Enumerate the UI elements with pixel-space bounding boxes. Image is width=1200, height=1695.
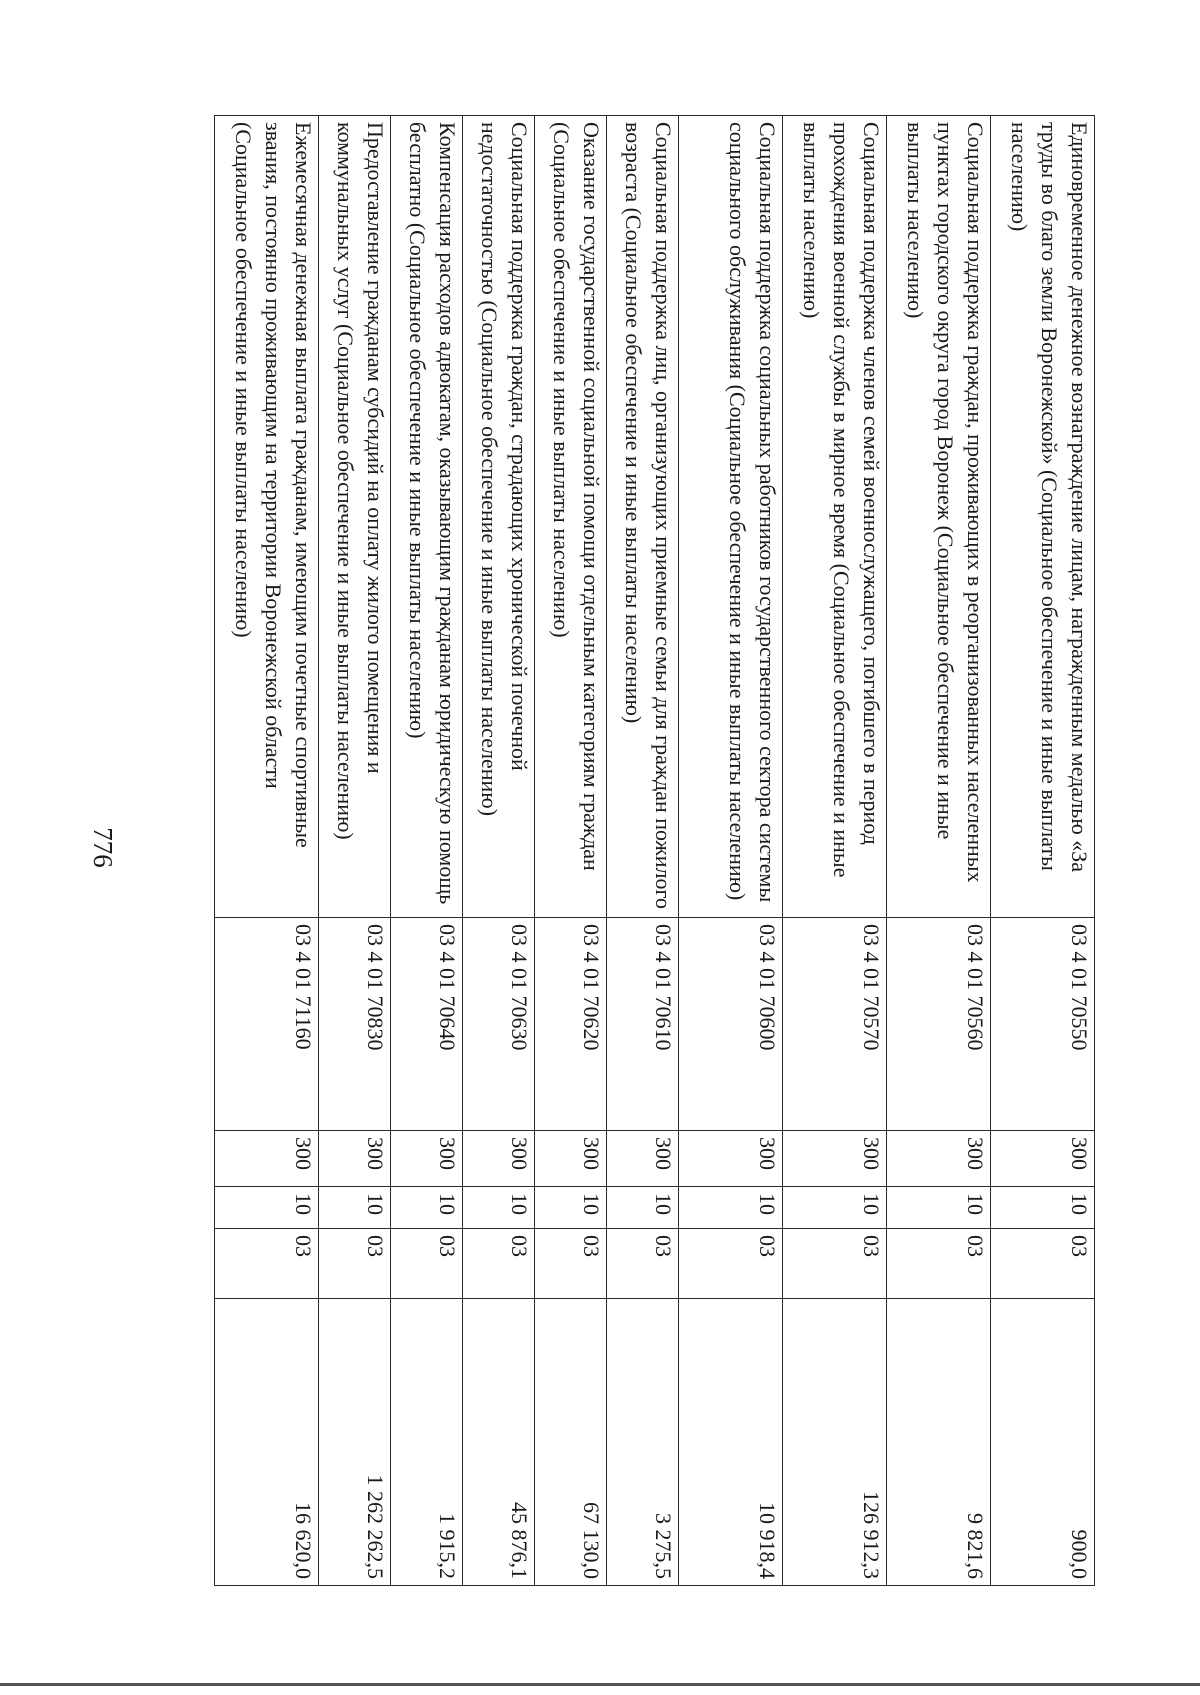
row-subsection: 03	[319, 1229, 391, 1299]
row-target-article: 03 4 01 70570	[783, 918, 887, 1131]
row-amount: 10 918,4	[679, 1299, 783, 1586]
row-description: Ежемесячная денежная выплата гражданам, имеющим почетные спортивные звания, постоянно проживающим на территории Воронежской области (Социальное обеспечение и иные выплаты населению)	[215, 116, 319, 918]
row-target-article: 03 4 01 70620	[535, 918, 607, 1131]
row-target-article: 03 4 01 70550	[991, 918, 1095, 1131]
row-expense-type: 300	[215, 1131, 319, 1187]
row-expense-type: 300	[887, 1131, 991, 1187]
row-expense-type: 300	[679, 1131, 783, 1187]
table-row	[887, 116, 991, 1586]
row-subsection: 03	[679, 1229, 783, 1299]
row-section: 10	[783, 1187, 887, 1229]
table-row	[535, 116, 607, 1586]
row-expense-type: 300	[783, 1131, 887, 1187]
table-row	[319, 116, 391, 1586]
row-amount: 3 275,5	[607, 1299, 679, 1586]
row-expense-type: 300	[391, 1131, 463, 1187]
row-expense-type: 300	[535, 1131, 607, 1187]
row-section: 10	[679, 1187, 783, 1229]
row-target-article: 03 4 01 70560	[887, 918, 991, 1131]
row-target-article: 03 4 01 70600	[679, 918, 783, 1131]
row-amount: 16 620,0	[215, 1299, 319, 1586]
row-description: Социальная поддержка лиц, организующих приемные семьи для граждан пожилого возраста (Социальное обеспечение и иные выплаты населению)	[607, 116, 679, 918]
row-description: Компенсация расходов адвокатам, оказывающим гражданам юридическую помощь бесплатно (Социальное обеспечение и иные выплаты населению)	[391, 116, 463, 918]
table-row	[991, 116, 1095, 1586]
row-description: Социальная поддержка граждан, проживающих в реорганизованных населенных пунктах городского округа город Воронеж (Социальное обеспечение и иные выплаты населению)	[887, 116, 991, 918]
row-subsection: 03	[463, 1229, 535, 1299]
page-number: 776	[88, 827, 118, 868]
row-target-article: 03 4 01 70610	[607, 918, 679, 1131]
row-description: Оказание государственной социальной помощи отдельным категориям граждан (Социальное обеспечение и иные выплаты населению)	[535, 116, 607, 918]
row-amount: 900,0	[991, 1299, 1095, 1586]
row-target-article: 03 4 01 70630	[463, 918, 535, 1131]
row-expense-type: 300	[607, 1131, 679, 1187]
table-row	[679, 116, 783, 1586]
row-subsection: 03	[391, 1229, 463, 1299]
row-section: 10	[991, 1187, 1095, 1229]
row-section: 10	[535, 1187, 607, 1229]
row-subsection: 03	[535, 1229, 607, 1299]
row-section: 10	[463, 1187, 535, 1229]
row-section: 10	[887, 1187, 991, 1229]
row-description: Единовременное денежное вознаграждение лицам, награжденным медалью «За труды во благо земли Воронежской» (Социальное обеспечение и иные выплаты населению)	[991, 116, 1095, 918]
row-target-article: 03 4 01 71160	[215, 918, 319, 1131]
row-subsection: 03	[607, 1229, 679, 1299]
row-description: Социальная поддержка членов семей военнослужащего, погибшего в период прохождения военной службы в мирное время (Социальное обеспечение и иные выплаты населению)	[783, 116, 887, 918]
row-description: Социальная поддержка социальных работников государственного сектора системы социального обслуживания (Социальное обеспечение и иные выплаты населению)	[679, 116, 783, 918]
row-amount: 9 821,6	[887, 1299, 991, 1586]
row-amount: 45 876,1	[463, 1299, 535, 1586]
row-amount: 67 130,0	[535, 1299, 607, 1586]
row-section: 10	[319, 1187, 391, 1229]
table-row	[783, 116, 887, 1586]
row-subsection: 03	[991, 1229, 1095, 1299]
table-row	[463, 116, 535, 1586]
row-description: Социальная поддержка граждан, страдающих хронической почечной недостаточностью (Социальное обеспечение и иные выплаты населению)	[463, 116, 535, 918]
table-row	[215, 116, 319, 1586]
row-section: 10	[215, 1187, 319, 1229]
row-expense-type: 300	[991, 1131, 1095, 1187]
row-description: Предоставление гражданам субсидий на оплату жилого помещения и коммунальных услуг (Социальное обеспечение и иные выплаты населению)	[319, 116, 391, 918]
row-amount: 126 912,3	[783, 1299, 887, 1586]
row-subsection: 03	[215, 1229, 319, 1299]
budget-table	[214, 115, 1095, 1586]
row-amount: 1 915,2	[391, 1299, 463, 1586]
table-row	[607, 116, 679, 1586]
row-section: 10	[391, 1187, 463, 1229]
row-expense-type: 300	[463, 1131, 535, 1187]
row-amount: 1 262 262,5	[319, 1299, 391, 1586]
row-subsection: 03	[783, 1229, 887, 1299]
budget-table-body	[215, 116, 1095, 1586]
table-row	[391, 116, 463, 1586]
row-expense-type: 300	[319, 1131, 391, 1187]
row-section: 10	[607, 1187, 679, 1229]
row-subsection: 03	[887, 1229, 991, 1299]
scan-edge-line	[0, 1683, 1200, 1686]
row-target-article: 03 4 01 70830	[319, 918, 391, 1131]
row-target-article: 03 4 01 70640	[391, 918, 463, 1131]
